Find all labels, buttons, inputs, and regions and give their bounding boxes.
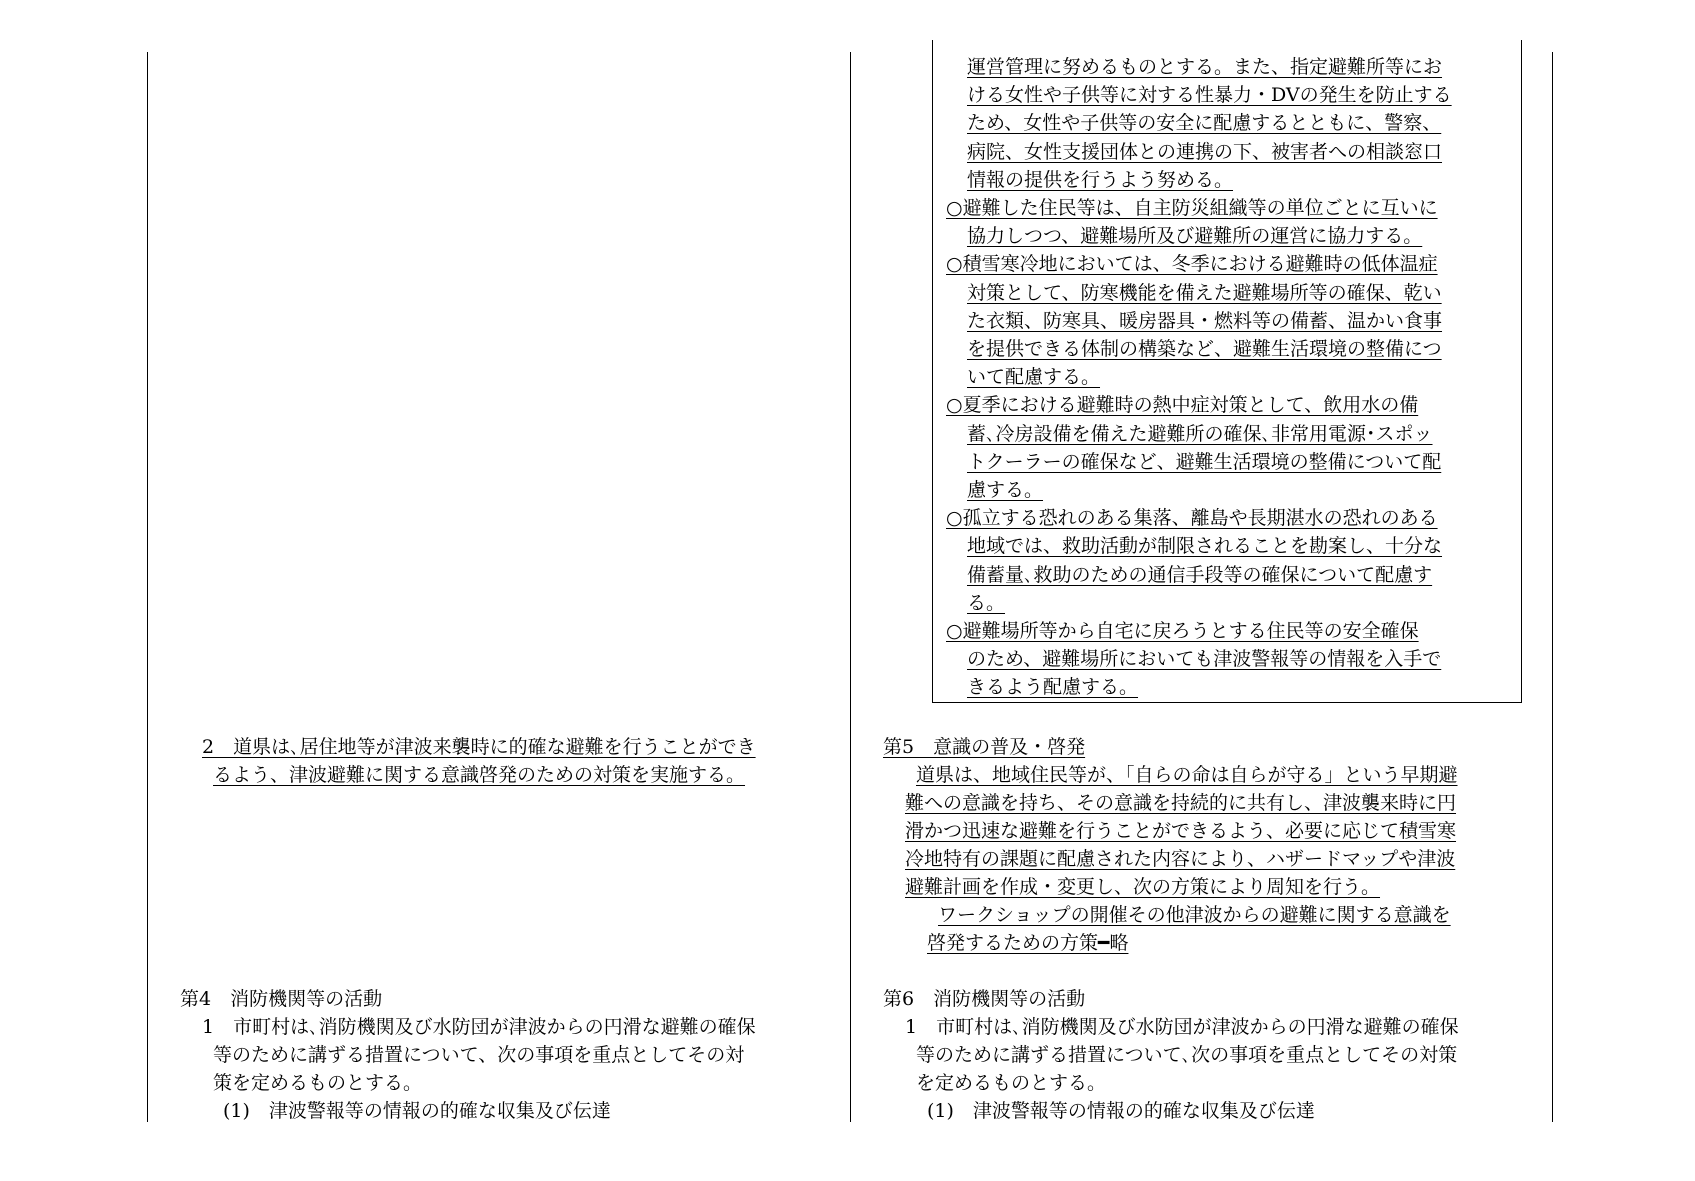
box-line: 地域では、救助活動が制限されることを勘案し、十分な <box>967 535 1443 557</box>
right-section6-line: (1) 津波警報等の情報の的確な収集及び伝達 <box>927 1100 1315 1122</box>
left-section4-heading: 第4 消防機関等の活動 <box>180 988 383 1010</box>
right-section5-line: ワークショップの開催その他津波からの避難に関する意識を <box>938 904 1451 926</box>
right-section5-line: 道県は、地域住民等が、「自らの命は自らが守る」という早期避 <box>916 764 1458 786</box>
box-line: を提供できる体制の構築など、避難生活環境の整備につ <box>967 338 1442 360</box>
right-section6-line: 1 市町村は､消防機関及び水防団が津波からの円滑な避難の確保 <box>905 1016 1459 1038</box>
box-line: 協力しつつ、避難場所及び避難所の運営に協力する。 <box>967 225 1423 247</box>
box-line: 情報の提供を行うよう努める。 <box>967 169 1234 191</box>
left-item2-line: 2 道県は､居住地等が津波来襲時に的確な避難を行うことができ <box>202 736 756 758</box>
right-section5-line: 啓発するための方策━略 <box>927 932 1129 954</box>
box-line: ける女性や子供等に対する性暴力・DVの発生を防止する <box>967 84 1452 106</box>
box-line: トクーラーの確保など、避難生活環境の整備について配 <box>967 451 1442 473</box>
left-section4-line: (1) 津波警報等の情報の的確な収集及び伝達 <box>223 1100 611 1122</box>
left-margin-rule <box>147 52 148 1122</box>
box-line: ○夏季における避難時の熱中症対策として、飲用水の備 <box>946 394 1419 416</box>
right-margin-rule <box>1552 52 1553 1122</box>
box-line: 蓄､冷房設備を備えた避難所の確保､非常用電源･スポッ <box>967 423 1433 445</box>
right-section5-heading: 第5 意識の普及・啓発 <box>883 736 1086 758</box>
box-line: 運営管理に努めるものとする。また、指定避難所等にお <box>967 56 1443 78</box>
left-section4-line: 1 市町村は､消防機関及び水防団が津波からの円滑な避難の確保 <box>202 1016 756 1038</box>
right-section6-line: を定めるものとする。 <box>916 1072 1107 1094</box>
box-line: る。 <box>967 592 1006 614</box>
left-section4-line: 策を定めるものとする。 <box>213 1072 423 1094</box>
box-line: 対策として、防寒機能を備えた避難場所等の確保、乾い <box>967 282 1442 304</box>
box-line: ○孤立する恐れのある集落、離島や長期湛水の恐れのある <box>946 507 1438 529</box>
right-section5-line: 避難計画を作成・変更し、次の方策により周知を行う。 <box>905 876 1381 898</box>
box-line: 備蓄量､救助のための通信手段等の確保について配慮す <box>967 564 1433 586</box>
right-section6-heading: 第6 消防機関等の活動 <box>883 988 1086 1010</box>
box-line: た衣類、防寒具、暖房器具・燃料等の備蓄、温かい食事 <box>967 310 1443 332</box>
right-section5-line: 難への意識を持ち、その意識を持続的に共有し、津波襲来時に円 <box>905 792 1457 814</box>
center-column-rule <box>850 52 851 1122</box>
box-line: ○避難した住民等は、自主防災組織等の単位ごとに互いに <box>946 197 1438 219</box>
right-section5-line: 冷地特有の課題に配慮された内容により、ハザードマップや津波 <box>905 848 1456 870</box>
left-section4-line: 等のために講ずる措置について、次の事項を重点としてその対 <box>213 1044 745 1066</box>
box-line: のため、避難場所においても津波警報等の情報を入手で <box>967 648 1442 670</box>
right-section6-line: 等のために講ずる措置について､次の事項を重点としてその対策 <box>916 1044 1458 1066</box>
box-line: いて配慮する。 <box>967 366 1101 388</box>
box-line: 病院、女性支援団体との連携の下、被害者への相談窓口 <box>967 141 1443 163</box>
left-item2-line: るよう、津波避難に関する意識啓発のための対策を実施する。 <box>213 764 746 786</box>
right-section5-line: 滑かつ迅速な避難を行うことができるよう、必要に応じて積雪寒 <box>905 820 1457 842</box>
box-line: 慮する。 <box>967 479 1044 501</box>
box-line: きるよう配慮する。 <box>967 676 1139 698</box>
box-line: ○避難場所等から自宅に戻ろうとする住民等の安全確保 <box>946 620 1419 642</box>
box-line: ため、女性や子供等の安全に配慮するとともに、警察、 <box>967 112 1442 134</box>
box-line: ○積雪寒冷地においては、冬季における避難時の低体温症 <box>946 253 1438 275</box>
